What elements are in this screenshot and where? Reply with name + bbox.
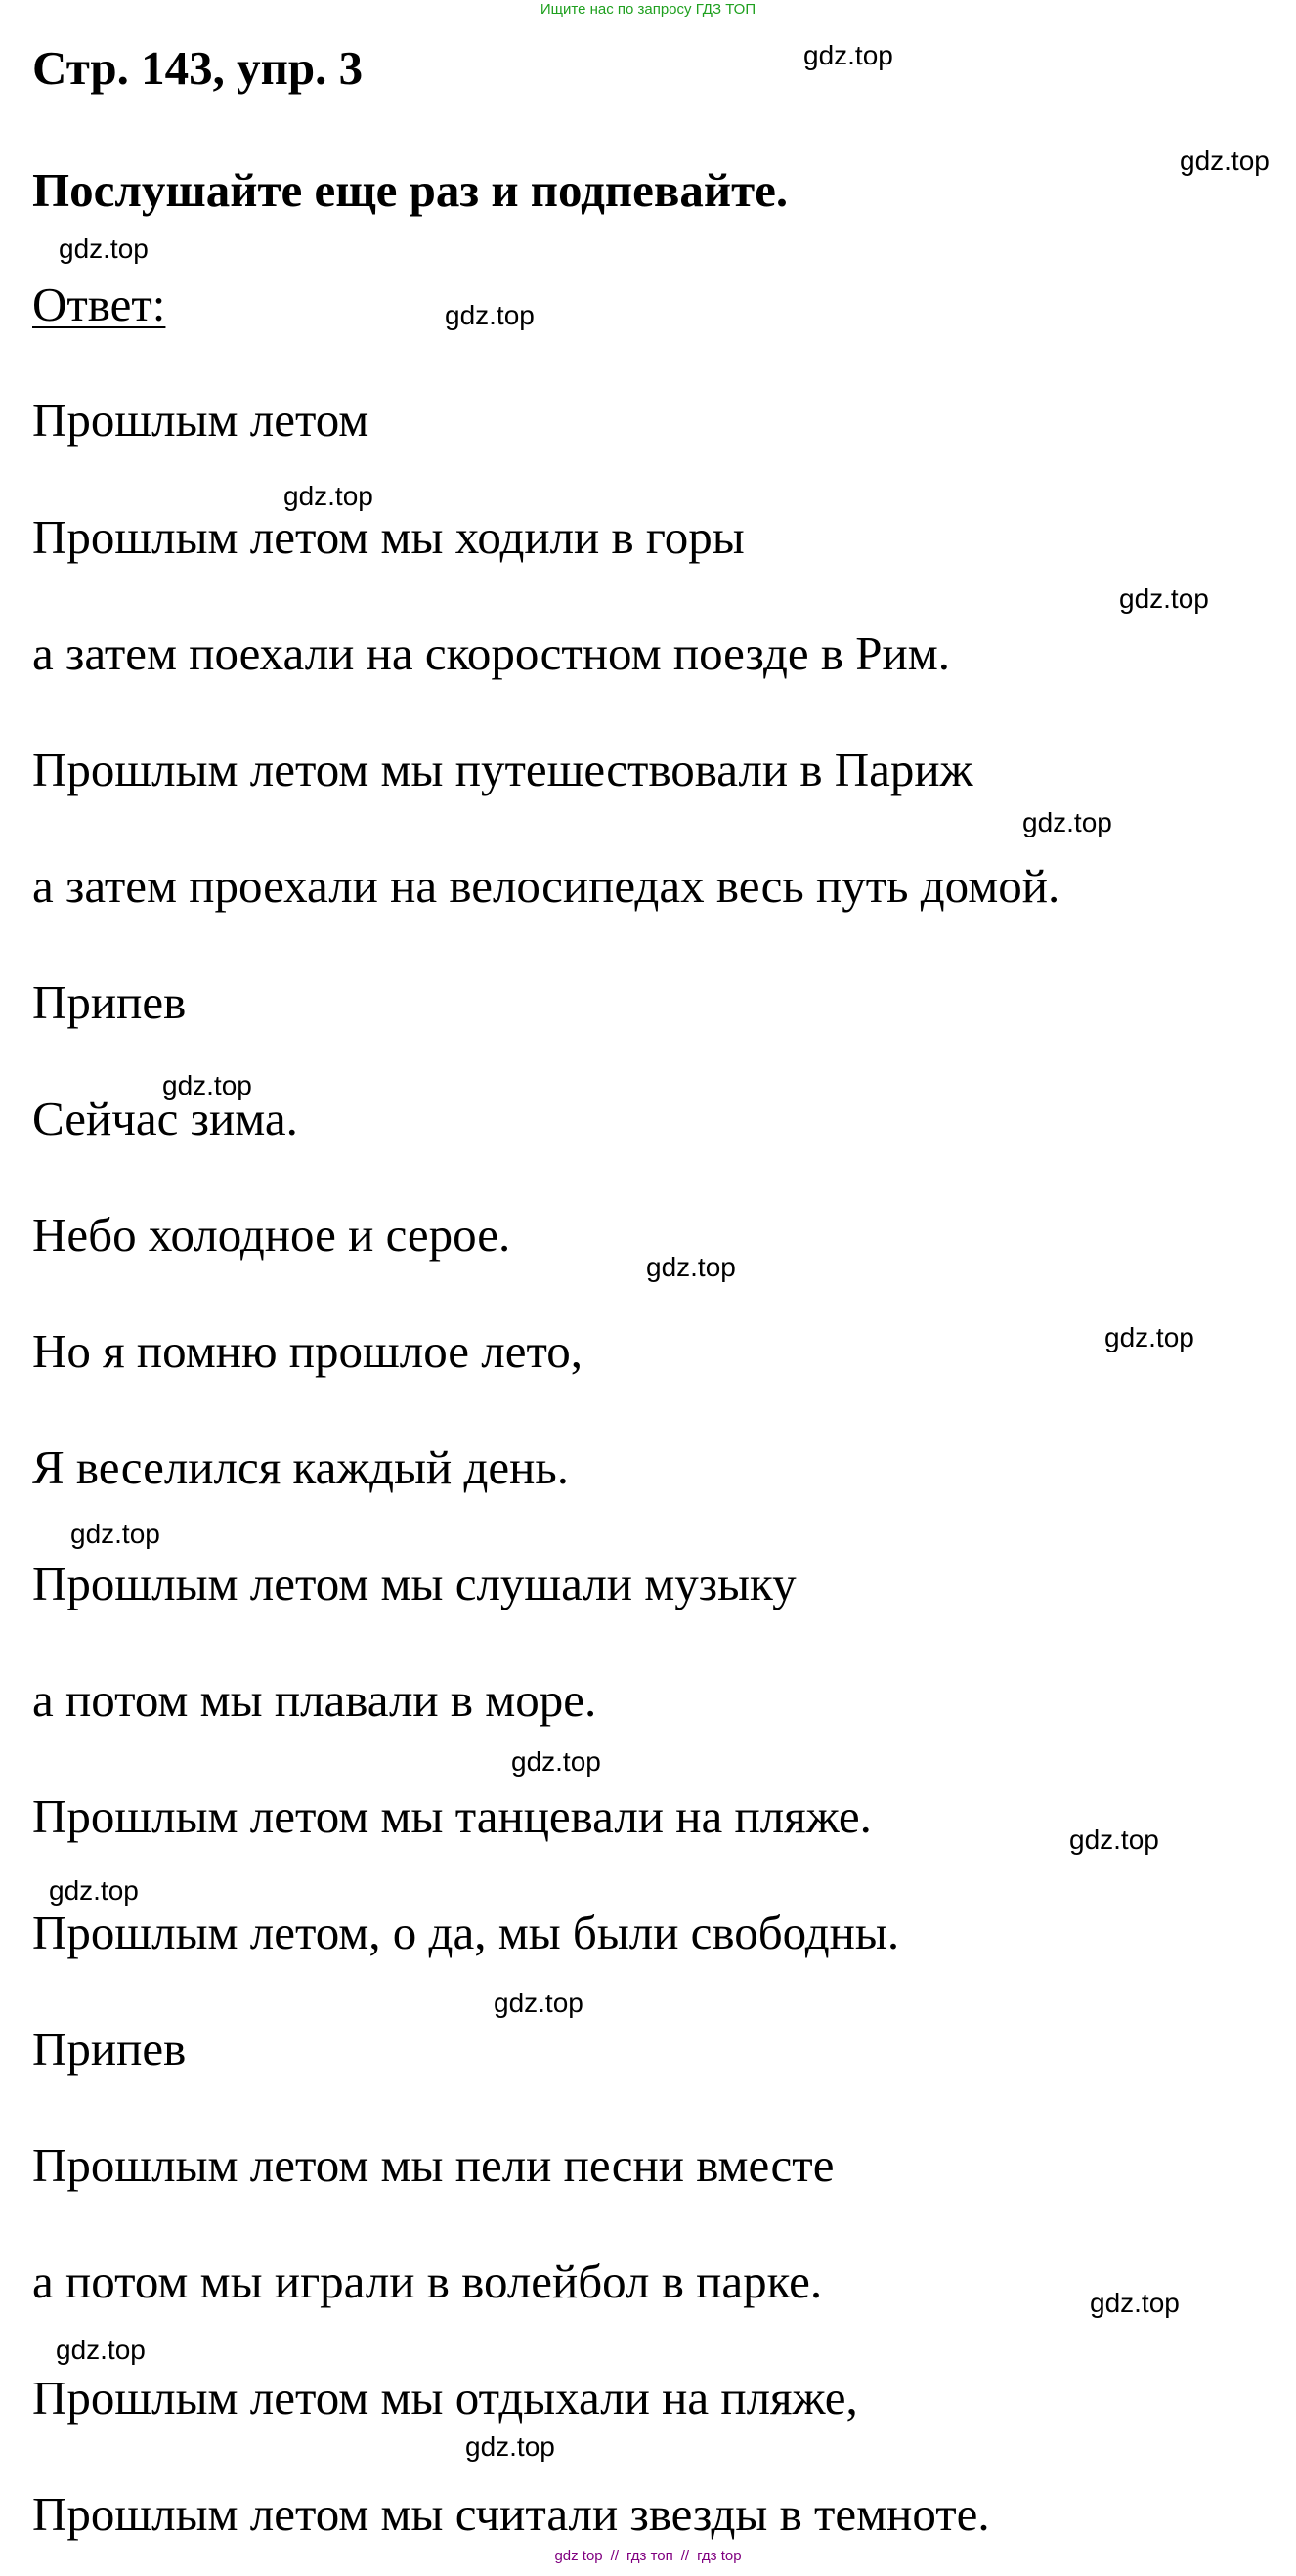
search-banner: Ищите нас по запросу ГДЗ ТОП — [540, 1, 756, 18]
watermark: gdz.top — [803, 40, 893, 70]
watermark: gdz.top — [1180, 146, 1270, 176]
lyric-line: а потом мы играли в волейбол в парке. — [32, 2254, 823, 2308]
lyric-line: Но я помню прошлое лето, — [32, 1324, 583, 1378]
watermark: gdz.top — [445, 300, 535, 330]
lyric-line: а затем проехали на велосипедах весь путь домой. — [32, 859, 1060, 913]
watermark: gdz.top — [1104, 1322, 1194, 1352]
footer-link-gdz-top-ru[interactable]: гдз топ — [626, 2548, 673, 2564]
footer-link-gdz-top[interactable]: gdz top — [554, 2548, 603, 2564]
lyric-line: а потом мы плавали в море. — [32, 1673, 597, 1727]
watermark: gdz.top — [1022, 807, 1112, 837]
watermark: gdz.top — [283, 481, 373, 511]
footer-links — [0, 2547, 1296, 2566]
lyric-line: Прошлым летом — [32, 393, 369, 447]
watermark: gdz.top — [465, 2431, 555, 2462]
watermark: gdz.top — [1090, 2288, 1180, 2318]
lyric-line: Прошлым летом мы отдыхали на пляже, — [32, 2371, 858, 2425]
watermark: gdz.top — [49, 1875, 139, 1906]
lyric-line: Прошлым летом мы танцевали на пляже. — [32, 1789, 872, 1843]
watermark: gdz.top — [70, 1519, 160, 1549]
task-instruction: Послушайте еще раз и подпевайте. — [32, 163, 789, 217]
lyric-line: Небо холодное и серое. — [32, 1208, 511, 1262]
footer-separator: // — [610, 2548, 619, 2564]
watermark: gdz.top — [646, 1252, 736, 1282]
lyric-line: Прошлым летом мы путешествовали в Париж — [32, 743, 973, 796]
lyric-line: Прошлым летом, о да, мы были свободны. — [32, 1906, 900, 1959]
page-title: Стр. 143, упр. 3 — [32, 41, 364, 95]
watermark: gdz.top — [59, 234, 149, 264]
lyric-line: Сейчас зима. — [32, 1092, 298, 1145]
watermark: gdz.top — [511, 1746, 601, 1777]
chorus-label: Припев — [32, 975, 187, 1029]
watermark: gdz.top — [494, 1988, 583, 2018]
lyric-line: Прошлым летом мы слушали музыку — [32, 1557, 797, 1610]
lyric-line: Прошлым летом мы считали звезды в темноте. — [32, 2487, 990, 2541]
answer-label: Ответ: — [32, 278, 166, 331]
lyric-line: Прошлым летом мы пели песни вместе — [32, 2138, 835, 2192]
lyric-line: Я веселился каждый день. — [32, 1440, 570, 1494]
watermark: gdz.top — [162, 1070, 252, 1100]
footer-separator: // — [680, 2548, 690, 2564]
lyric-line: а затем поехали на скоростном поезде в Рим. — [32, 626, 951, 680]
footer-link-gdz-top-mixed[interactable]: гдз top — [697, 2548, 742, 2564]
watermark: gdz.top — [1119, 583, 1209, 614]
watermark: gdz.top — [1069, 1825, 1159, 1855]
chorus-label: Припев — [32, 2022, 187, 2076]
watermark: gdz.top — [56, 2335, 146, 2365]
lyric-line: Прошлым летом мы ходили в горы — [32, 510, 745, 564]
